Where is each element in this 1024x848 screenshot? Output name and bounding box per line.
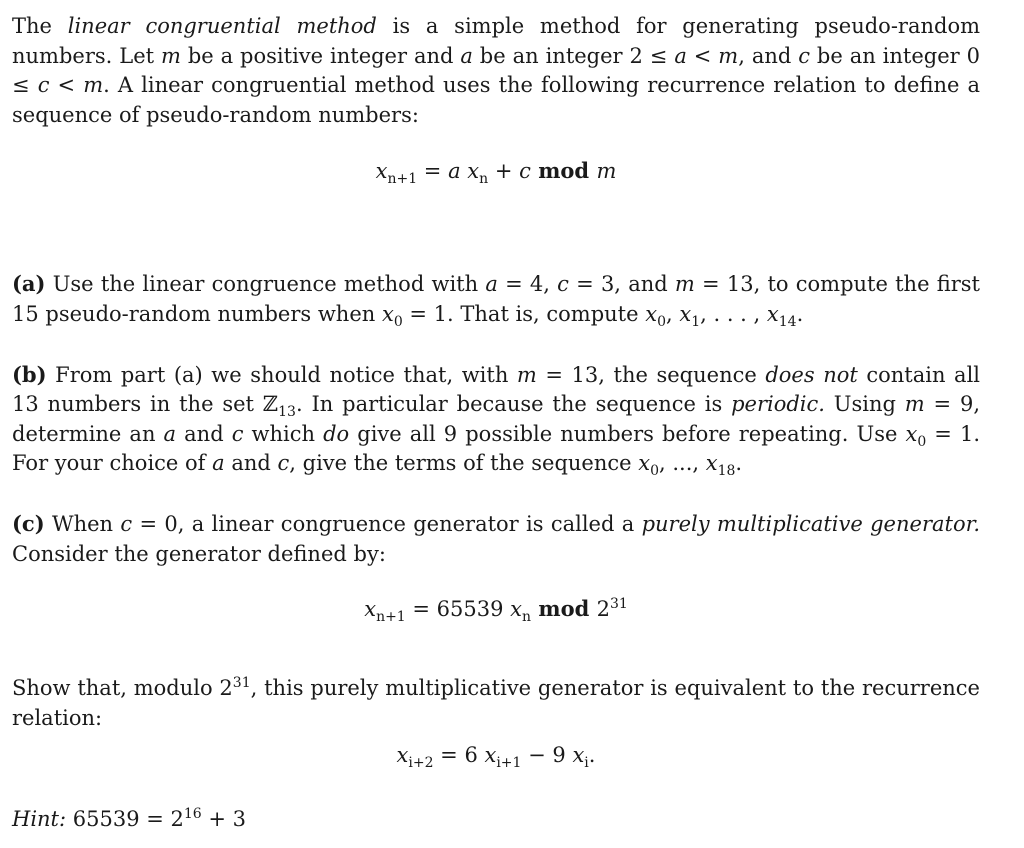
part-a-text: = 3, and [568, 272, 675, 297]
part-a-text: . [796, 301, 804, 326]
intro-text: < [49, 73, 84, 98]
part-b-text: , ..., [659, 451, 706, 476]
part-b-text: From part (a) we should notice that, with [46, 362, 517, 387]
math-subscript: i+1 [496, 755, 522, 772]
part-b-text: give all 9 possible numbers before repeating. Use [349, 421, 906, 446]
part-c-text: When [44, 511, 121, 536]
math-subscript: 0 [650, 463, 660, 480]
math-var: c [120, 511, 133, 536]
part-b-text: = 1. For your choice of [12, 421, 980, 476]
math-var: a [163, 421, 177, 446]
part-a-paragraph: (a) Use the linear congruence method with a = 4, c = 3, and m = 13, to compute the first 15 pseudo-random numbers when $x_0 = 1$. That is, compute $x_0$, $x_1$, . . . , $x_{14}$. [12, 271, 980, 331]
part-a-text: = 4, [497, 272, 558, 297]
target-recurrence-equation [12, 741, 980, 770]
math-subscript: i [584, 755, 589, 772]
part-b-text: . In particular because the sequence is [295, 392, 732, 417]
math-op: + [488, 159, 520, 184]
hint-label: Hint: [12, 807, 67, 832]
part-a-label: (a) [12, 271, 46, 297]
math-var: c [557, 272, 569, 297]
math-var: c [37, 73, 50, 98]
math-var: a [212, 451, 225, 476]
part-a-text: Use the linear congruence method with [45, 272, 486, 297]
math-var: x [510, 597, 522, 622]
math-var: m [596, 159, 617, 184]
math-var: x [679, 301, 692, 326]
hint-paragraph [12, 805, 980, 835]
math-var: a [485, 272, 498, 297]
part-c-paragraph [12, 509, 980, 569]
show-that-text: Show that, modulo 2 [12, 676, 233, 701]
math-var: m [160, 43, 181, 68]
problem-document [12, 12, 980, 835]
math-op: = [417, 159, 449, 184]
math-var: m [83, 73, 104, 98]
math-var: x [572, 743, 585, 768]
part-b-text: = 13, the sequence [536, 362, 766, 387]
math-var: x [364, 597, 377, 622]
part-b-text: and [176, 421, 232, 446]
intro-text: The [12, 14, 68, 38]
math-var: x [381, 301, 394, 326]
part-b-text: and [224, 451, 278, 476]
math-var: x [484, 743, 497, 768]
math-var: m [718, 43, 739, 68]
math-subscript: n+1 [376, 609, 406, 626]
math-var: x [705, 451, 718, 476]
part-c-text: = 0, a linear congruence generator is called a [132, 511, 642, 536]
part-c-text: Consider the generator defined by: [12, 541, 386, 566]
intro-text: be an integer 2 ≤ [472, 43, 675, 68]
math-var: m [516, 362, 537, 387]
math-subscript: 0 [657, 314, 666, 331]
math-var: c [519, 159, 531, 184]
math-number: 2 [596, 597, 610, 622]
part-b-text: Using [824, 392, 905, 417]
math-exponent: 16 [183, 806, 202, 823]
math-op: = 65539 [405, 597, 511, 622]
math-var: x [375, 159, 388, 184]
show-that-text: , this purely multiplicative generator is equivalent to the recurrence relation: [12, 676, 980, 730]
part-b-text: . [735, 451, 743, 476]
math-subscript: 14 [778, 314, 797, 331]
math-var: x [396, 743, 409, 768]
multiplicative-generator-equation [12, 594, 980, 624]
part-b-text: , give the terms of the sequence [289, 451, 639, 476]
part-b-paragraph [12, 360, 980, 479]
intro-text: < [686, 43, 719, 68]
part-a-text: , . . . , [700, 301, 767, 326]
show-that-paragraph [12, 674, 980, 733]
part-a-text: = 1. That is, compute [402, 301, 646, 326]
math-var: x [645, 301, 658, 326]
part-c-label: (c) [12, 510, 45, 536]
math-exponent: 31 [609, 596, 628, 613]
math-var: a [448, 159, 461, 184]
math-var: m [674, 272, 695, 297]
part-b-emphasis: do [323, 421, 350, 446]
math-op: − 9 [521, 743, 573, 768]
math-exponent: 31 [232, 675, 251, 692]
math-subscript: 0 [917, 433, 927, 450]
math-subscript: n [522, 609, 532, 626]
part-b-label: (b) [12, 361, 47, 387]
math-var: x [638, 451, 651, 476]
math-op: . [588, 743, 596, 768]
mod-operator: mod [530, 158, 597, 184]
math-op: = 6 [433, 743, 485, 768]
part-b-text: which [243, 421, 324, 446]
hint-text: + 3 [201, 807, 247, 832]
math-subscript: i+2 [408, 755, 434, 772]
intro-text: be an integer 0 ≤ [12, 43, 980, 98]
math-subscript: n [479, 171, 489, 188]
math-var: c [231, 421, 244, 446]
part-b-emphasis: periodic. [731, 392, 825, 417]
part-a-text: = 13, to compute the first 15 pseudo-random numbers when [12, 272, 980, 326]
recurrence-equation [12, 156, 980, 186]
math-var: a [674, 43, 687, 68]
hint-text: 65539 = 2 [66, 807, 184, 832]
math-var: a [460, 43, 473, 68]
intro-paragraph [12, 12, 980, 130]
math-subscript: 13 [278, 404, 296, 421]
intro-text: be a positive integer and [180, 43, 461, 68]
intro-emphasis: linear congruential method [67, 14, 377, 38]
math-subscript: n+1 [387, 171, 418, 188]
math-subscript: 1 [691, 314, 701, 331]
part-c-emphasis: purely multiplicative generator. [641, 511, 980, 536]
intro-text: is a simple method for generating pseudo-random numbers. Let [12, 14, 980, 68]
math-var: c [277, 451, 290, 476]
part-b-text: contain all 13 numbers in the set ℤ [12, 362, 981, 417]
intro-text: . A linear congruential method uses the following recurrence relation to define a sequence of pseudo-random numbers: [12, 73, 981, 127]
math-subscript: 0 [393, 314, 403, 331]
math-var: x [905, 421, 918, 446]
math-var: m [904, 392, 925, 417]
math-var: x [766, 301, 779, 326]
intro-text: , and [738, 43, 799, 68]
part-b-text: = 9, determine an [12, 392, 980, 446]
math-var: c [798, 43, 810, 68]
math-var: x [467, 159, 480, 184]
part-b-emphasis: does not [765, 362, 858, 387]
math-subscript: 18 [717, 463, 736, 480]
mod-operator: mod [531, 596, 597, 622]
